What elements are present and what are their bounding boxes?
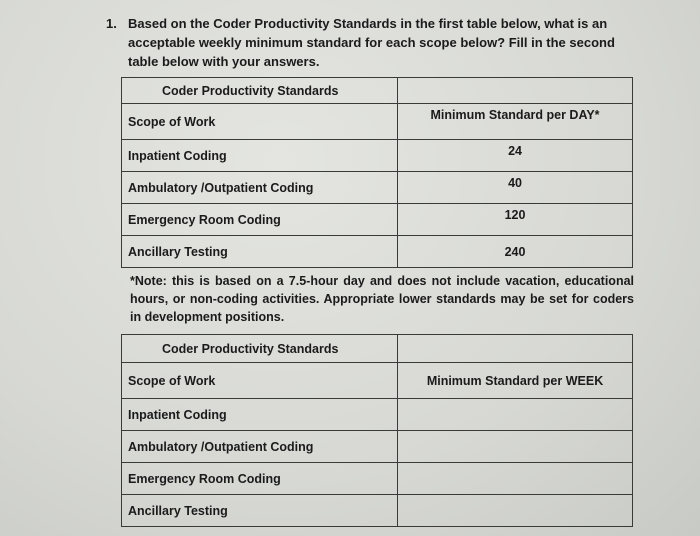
table-row (122, 495, 633, 527)
table-row (122, 463, 633, 495)
table-header-row (122, 363, 633, 399)
answer-cell[interactable] (398, 463, 633, 495)
table-row (122, 431, 633, 463)
table-row (122, 172, 633, 204)
header-minimum-day: Minimum Standard per DAY* (398, 104, 633, 140)
scope-cell: Ancillary Testing (122, 495, 398, 527)
table-row (122, 204, 633, 236)
value-cell: 240 (398, 236, 633, 268)
scope-cell: Ambulatory /Outpatient Coding (122, 172, 398, 204)
weekly-standards-table (121, 334, 633, 527)
scope-cell: Inpatient Coding (122, 140, 398, 172)
scope-cell: Emergency Room Coding (122, 463, 398, 495)
table-title-row (122, 335, 633, 363)
question-text: Based on the Coder Productivity Standards in the first table below, what is an acceptable weekly minimum standard for each scope below? Fill in the second table below with your answers. (128, 16, 615, 69)
table-row (122, 399, 633, 431)
answer-cell[interactable] (398, 431, 633, 463)
table-title: Coder Productivity Standards (122, 78, 398, 104)
scope-cell: Inpatient Coding (122, 399, 398, 431)
table-row (122, 236, 633, 268)
daily-standards-table (121, 77, 633, 268)
answer-cell[interactable] (398, 399, 633, 431)
header-scope: Scope of Work (122, 104, 398, 140)
header-minimum-week: Minimum Standard per WEEK (398, 363, 633, 399)
value-cell: 40 (398, 172, 633, 204)
table-title-row (122, 78, 633, 104)
table-title-blank-cell (398, 78, 633, 104)
table-title-blank-cell (398, 335, 633, 363)
table-header-row (122, 104, 633, 140)
table-title: Coder Productivity Standards (122, 335, 398, 363)
value-cell: 120 (398, 204, 633, 236)
table-row (122, 140, 633, 172)
question-number: 1. (106, 16, 117, 31)
value-cell: 24 (398, 140, 633, 172)
scope-cell: Ancillary Testing (122, 236, 398, 268)
note-text: *Note: this is based on a 7.5-hour day and does not include vacation, educational hours, or non-coding activities. Appropriate lower standards may be set for coders in development positions. (130, 274, 634, 324)
scope-cell: Ambulatory /Outpatient Coding (122, 431, 398, 463)
scope-cell: Emergency Room Coding (122, 204, 398, 236)
header-scope: Scope of Work (122, 363, 398, 399)
answer-cell[interactable] (398, 495, 633, 527)
